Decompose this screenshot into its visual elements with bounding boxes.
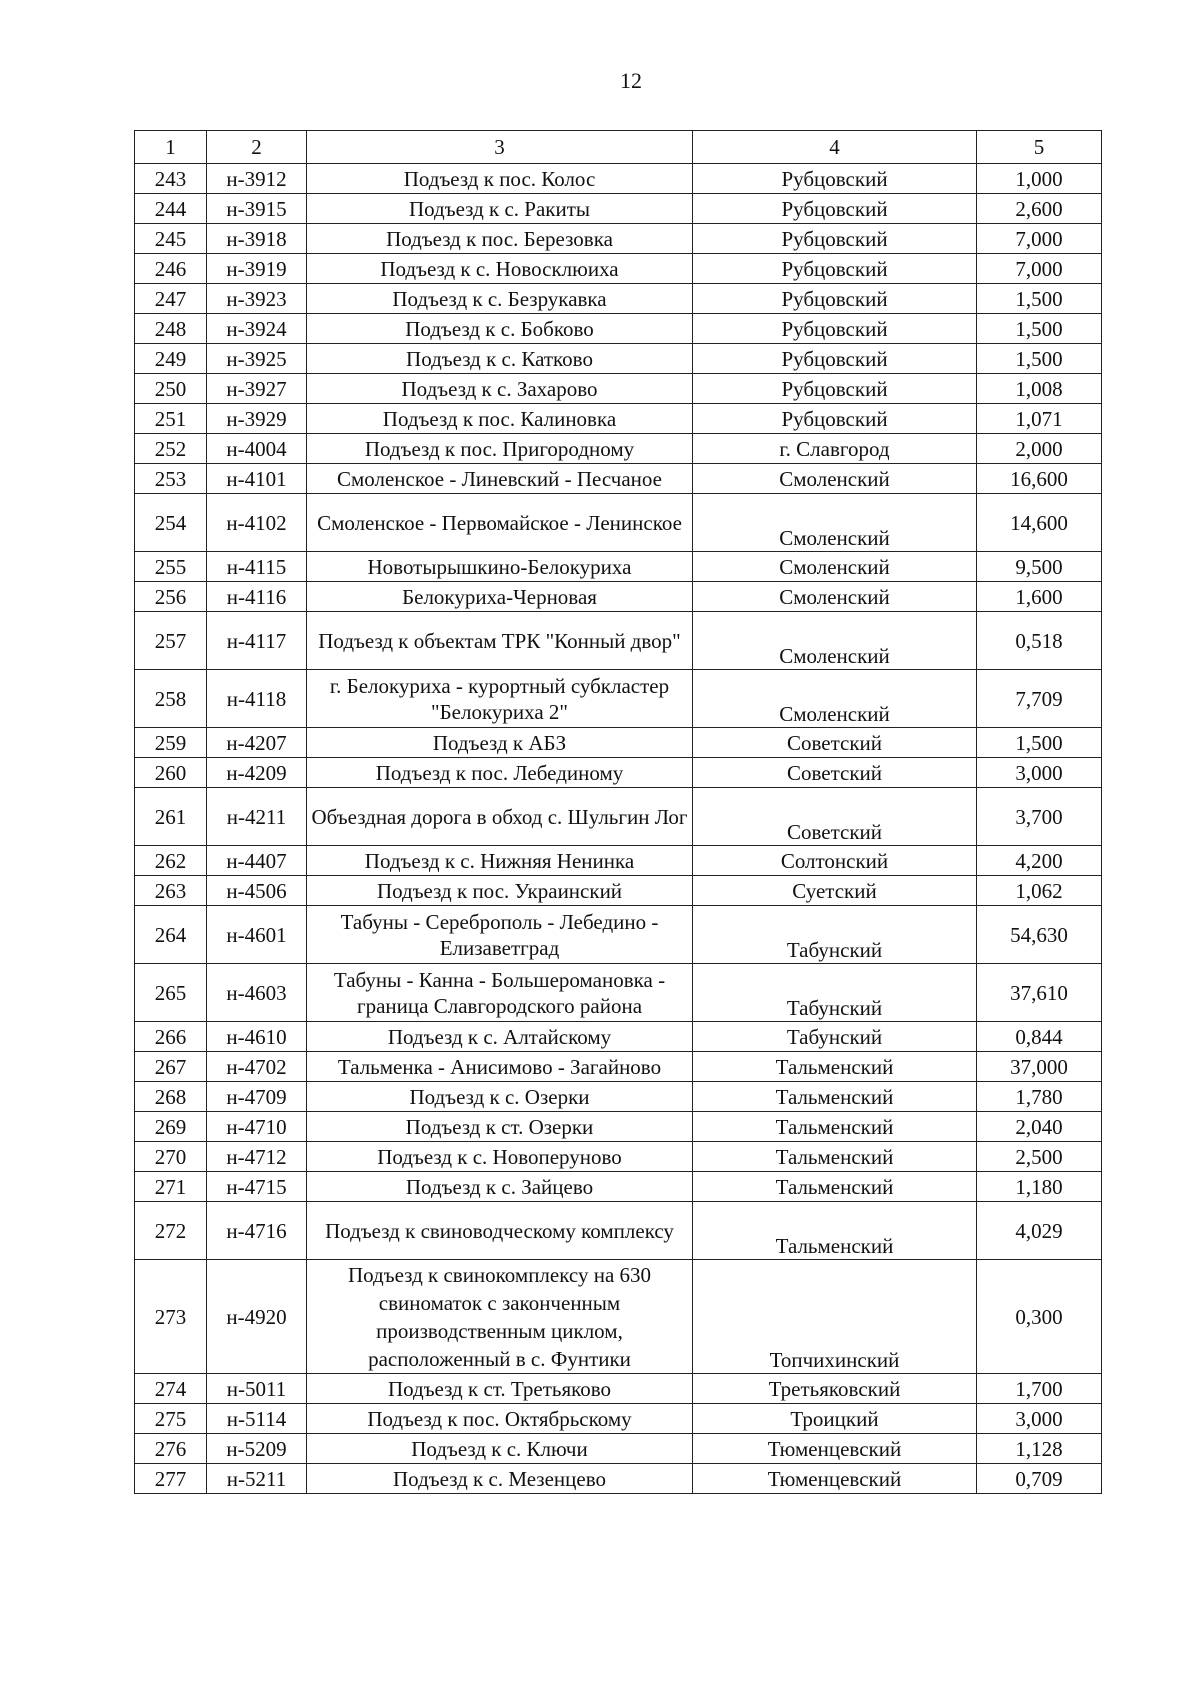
cell-number: 261 [135,788,207,846]
table-row [135,1404,1102,1434]
cell-length: 1,780 [977,1082,1102,1112]
cell-name: Подъезд к с. Нижняя Ненинка [307,846,693,876]
cell-code: н-3912 [207,164,307,194]
cell-name: Подъезд к ст. Озерки [307,1112,693,1142]
cell-length: 1,600 [977,582,1102,612]
cell-number: 274 [135,1374,207,1404]
cell-length: 3,000 [977,1404,1102,1434]
cell-length: 2,000 [977,434,1102,464]
table-row [135,758,1102,788]
cell-name: Объездная дорога в обход с. Шульгин Лог [307,788,693,846]
cell-district: Тальменский [693,1202,977,1260]
table-row [135,1172,1102,1202]
cell-name: Подъезд к с. Озерки [307,1082,693,1112]
cell-length: 2,040 [977,1112,1102,1142]
cell-name: Подъезд к пос. Украинский [307,876,693,906]
cell-code: н-3924 [207,314,307,344]
cell-length: 1,071 [977,404,1102,434]
cell-length: 1,008 [977,374,1102,404]
cell-district: Тюменцевский [693,1464,977,1494]
cell-code: н-4118 [207,670,307,728]
cell-length: 3,700 [977,788,1102,846]
column-header-district: 4 [693,131,977,164]
cell-district: Третьяковский [693,1374,977,1404]
cell-number: 251 [135,404,207,434]
cell-name: Белокуриха-Черновая [307,582,693,612]
cell-name: Подъезд к пос. Октябрьскому [307,1404,693,1434]
cell-name: Подъезд к с. Алтайскому [307,1022,693,1052]
cell-number: 264 [135,906,207,964]
cell-number: 262 [135,846,207,876]
cell-district: Смоленский [693,612,977,670]
table-row [135,906,1102,964]
table-row [135,964,1102,1022]
cell-length: 1,180 [977,1172,1102,1202]
table-row [135,284,1102,314]
cell-district: Топчихинский [693,1260,977,1374]
cell-number: 247 [135,284,207,314]
cell-length: 4,029 [977,1202,1102,1260]
cell-length: 54,630 [977,906,1102,964]
cell-name: Табуны - Канна - Большеромановка - граница Славгородского района [307,964,693,1022]
table-row [135,1260,1102,1374]
cell-district: Советский [693,758,977,788]
table-row [135,464,1102,494]
table-row [135,1082,1102,1112]
cell-number: 243 [135,164,207,194]
cell-length: 1,500 [977,284,1102,314]
cell-number: 271 [135,1172,207,1202]
cell-length: 2,500 [977,1142,1102,1172]
cell-name: Подъезд к с. Ракиты [307,194,693,224]
column-header-name: 3 [307,131,693,164]
cell-number: 257 [135,612,207,670]
column-header-code: 2 [207,131,307,164]
cell-name: Подъезд к свинокомплексу на 630 свиноматок с законченным производственным циклом, расположенный в с. Фунтики [307,1260,693,1374]
cell-name: Подъезд к пос. Березовка [307,224,693,254]
cell-length: 0,709 [977,1464,1102,1494]
cell-number: 267 [135,1052,207,1082]
cell-name: Подъезд к с. Зайцево [307,1172,693,1202]
cell-district: Тальменский [693,1112,977,1142]
cell-code: н-4712 [207,1142,307,1172]
cell-district: Табунский [693,964,977,1022]
cell-number: 250 [135,374,207,404]
cell-length: 7,000 [977,254,1102,284]
table-row [135,846,1102,876]
cell-length: 1,128 [977,1434,1102,1464]
cell-number: 272 [135,1202,207,1260]
cell-number: 258 [135,670,207,728]
cell-code: н-3918 [207,224,307,254]
cell-code: н-4207 [207,728,307,758]
table-row [135,876,1102,906]
cell-length: 7,000 [977,224,1102,254]
cell-district: Смоленский [693,670,977,728]
cell-code: н-4117 [207,612,307,670]
cell-number: 244 [135,194,207,224]
table-row [135,1052,1102,1082]
table-row [135,670,1102,728]
cell-code: н-4102 [207,494,307,552]
cell-code: н-4610 [207,1022,307,1052]
cell-code: н-4115 [207,552,307,582]
table-row [135,254,1102,284]
cell-number: 256 [135,582,207,612]
table-row [135,194,1102,224]
table-row [135,552,1102,582]
cell-district: Рубцовский [693,224,977,254]
cell-code: н-4004 [207,434,307,464]
table-row [135,164,1102,194]
cell-number: 254 [135,494,207,552]
cell-length: 9,500 [977,552,1102,582]
cell-district: Советский [693,788,977,846]
table-row [135,494,1102,552]
cell-name: Подъезд к пос. Пригородному [307,434,693,464]
cell-name: Подъезд к с. Новоперуново [307,1142,693,1172]
cell-name: Подъезд к ст. Третьяково [307,1374,693,1404]
cell-number: 276 [135,1434,207,1464]
cell-length: 16,600 [977,464,1102,494]
cell-length: 1,500 [977,344,1102,374]
table-row [135,582,1102,612]
table-row [135,1202,1102,1260]
cell-name: Подъезд к пос. Калиновка [307,404,693,434]
cell-code: н-4603 [207,964,307,1022]
cell-district: Табунский [693,1022,977,1052]
cell-length: 3,000 [977,758,1102,788]
table-row [135,1142,1102,1172]
cell-length: 7,709 [977,670,1102,728]
cell-name: Подъезд к АБЗ [307,728,693,758]
cell-name: г. Белокуриха - курортный субкластер "Белокуриха 2" [307,670,693,728]
cell-number: 266 [135,1022,207,1052]
cell-district: Суетский [693,876,977,906]
cell-number: 269 [135,1112,207,1142]
cell-code: н-4209 [207,758,307,788]
cell-code: н-4709 [207,1082,307,1112]
cell-number: 270 [135,1142,207,1172]
page-number: 12 [620,68,642,93]
cell-length: 4,200 [977,846,1102,876]
table-row [135,434,1102,464]
cell-code: н-4407 [207,846,307,876]
cell-length: 1,500 [977,314,1102,344]
cell-code: н-4920 [207,1260,307,1374]
cell-name: Подъезд к пос. Лебединому [307,758,693,788]
cell-name: Подъезд к с. Новосклюиха [307,254,693,284]
cell-code: н-3927 [207,374,307,404]
cell-district: Рубцовский [693,344,977,374]
table-row [135,314,1102,344]
cell-code: н-3919 [207,254,307,284]
cell-code: н-4116 [207,582,307,612]
cell-length: 2,600 [977,194,1102,224]
cell-name: Тальменка - Анисимово - Загайново [307,1052,693,1082]
cell-number: 259 [135,728,207,758]
cell-name: Подъезд к свиноводческому комплексу [307,1202,693,1260]
cell-code: н-5114 [207,1404,307,1434]
cell-number: 252 [135,434,207,464]
cell-district: Смоленский [693,494,977,552]
cell-code: н-3925 [207,344,307,374]
cell-name: Смоленское - Линевский - Песчаное [307,464,693,494]
cell-district: Смоленский [693,582,977,612]
cell-length: 37,000 [977,1052,1102,1082]
cell-number: 246 [135,254,207,284]
cell-number: 277 [135,1464,207,1494]
cell-number: 255 [135,552,207,582]
cell-code: н-5209 [207,1434,307,1464]
cell-length: 1,000 [977,164,1102,194]
cell-length: 1,500 [977,728,1102,758]
table-row [135,612,1102,670]
cell-length: 0,300 [977,1260,1102,1374]
cell-district: Солтонский [693,846,977,876]
cell-district: Тюменцевский [693,1434,977,1464]
table-header-row [135,131,1102,164]
cell-length: 14,600 [977,494,1102,552]
roads-table [134,130,1102,1494]
cell-code: н-3923 [207,284,307,314]
cell-district: Тальменский [693,1142,977,1172]
cell-number: 260 [135,758,207,788]
cell-district: Тальменский [693,1052,977,1082]
cell-name: Подъезд к пос. Колос [307,164,693,194]
cell-code: н-4211 [207,788,307,846]
cell-number: 245 [135,224,207,254]
table-body [135,164,1102,1494]
cell-district: Рубцовский [693,404,977,434]
table-row [135,404,1102,434]
cell-number: 268 [135,1082,207,1112]
column-header-length: 5 [977,131,1102,164]
cell-code: н-5211 [207,1464,307,1494]
cell-length: 1,062 [977,876,1102,906]
cell-number: 249 [135,344,207,374]
cell-district: Смоленский [693,552,977,582]
cell-length: 0,844 [977,1022,1102,1052]
cell-length: 37,610 [977,964,1102,1022]
cell-district: Троицкий [693,1404,977,1434]
cell-district: Рубцовский [693,374,977,404]
table-row [135,1434,1102,1464]
cell-code: н-4101 [207,464,307,494]
cell-code: н-4506 [207,876,307,906]
cell-district: Табунский [693,906,977,964]
cell-district: Рубцовский [693,194,977,224]
table-row [135,1112,1102,1142]
cell-number: 273 [135,1260,207,1374]
cell-number: 248 [135,314,207,344]
cell-code: н-3929 [207,404,307,434]
cell-code: н-4710 [207,1112,307,1142]
cell-district: Рубцовский [693,284,977,314]
cell-length: 0,518 [977,612,1102,670]
cell-name: Подъезд к с. Ключи [307,1434,693,1464]
cell-code: н-3915 [207,194,307,224]
column-header-number: 1 [135,131,207,164]
table-row [135,1374,1102,1404]
cell-name: Подъезд к с. Безрукавка [307,284,693,314]
cell-name: Новотырышкино-Белокуриха [307,552,693,582]
cell-district: Рубцовский [693,254,977,284]
cell-district: Рубцовский [693,314,977,344]
cell-name: Подъезд к с. Захарово [307,374,693,404]
cell-district: Тальменский [693,1172,977,1202]
cell-number: 265 [135,964,207,1022]
cell-district: г. Славгород [693,434,977,464]
cell-code: н-4702 [207,1052,307,1082]
cell-name: Табуны - Сереброполь - Лебедино - Елизаветград [307,906,693,964]
cell-name: Подъезд к с. Мезенцево [307,1464,693,1494]
table-row [135,374,1102,404]
cell-district: Советский [693,728,977,758]
table-row [135,1464,1102,1494]
cell-code: н-4716 [207,1202,307,1260]
cell-name: Подъезд к с. Катково [307,344,693,374]
table-row [135,224,1102,254]
cell-code: н-5011 [207,1374,307,1404]
cell-code: н-4715 [207,1172,307,1202]
cell-district: Тальменский [693,1082,977,1112]
table-row [135,344,1102,374]
table-row [135,1022,1102,1052]
cell-number: 253 [135,464,207,494]
cell-number: 275 [135,1404,207,1434]
cell-name: Подъезд к объектам ТРК "Конный двор" [307,612,693,670]
cell-name: Подъезд к с. Бобково [307,314,693,344]
table-row [135,728,1102,758]
cell-length: 1,700 [977,1374,1102,1404]
cell-name: Смоленское - Первомайское - Ленинское [307,494,693,552]
cell-code: н-4601 [207,906,307,964]
cell-number: 263 [135,876,207,906]
cell-district: Рубцовский [693,164,977,194]
table-row [135,788,1102,846]
cell-district: Смоленский [693,464,977,494]
